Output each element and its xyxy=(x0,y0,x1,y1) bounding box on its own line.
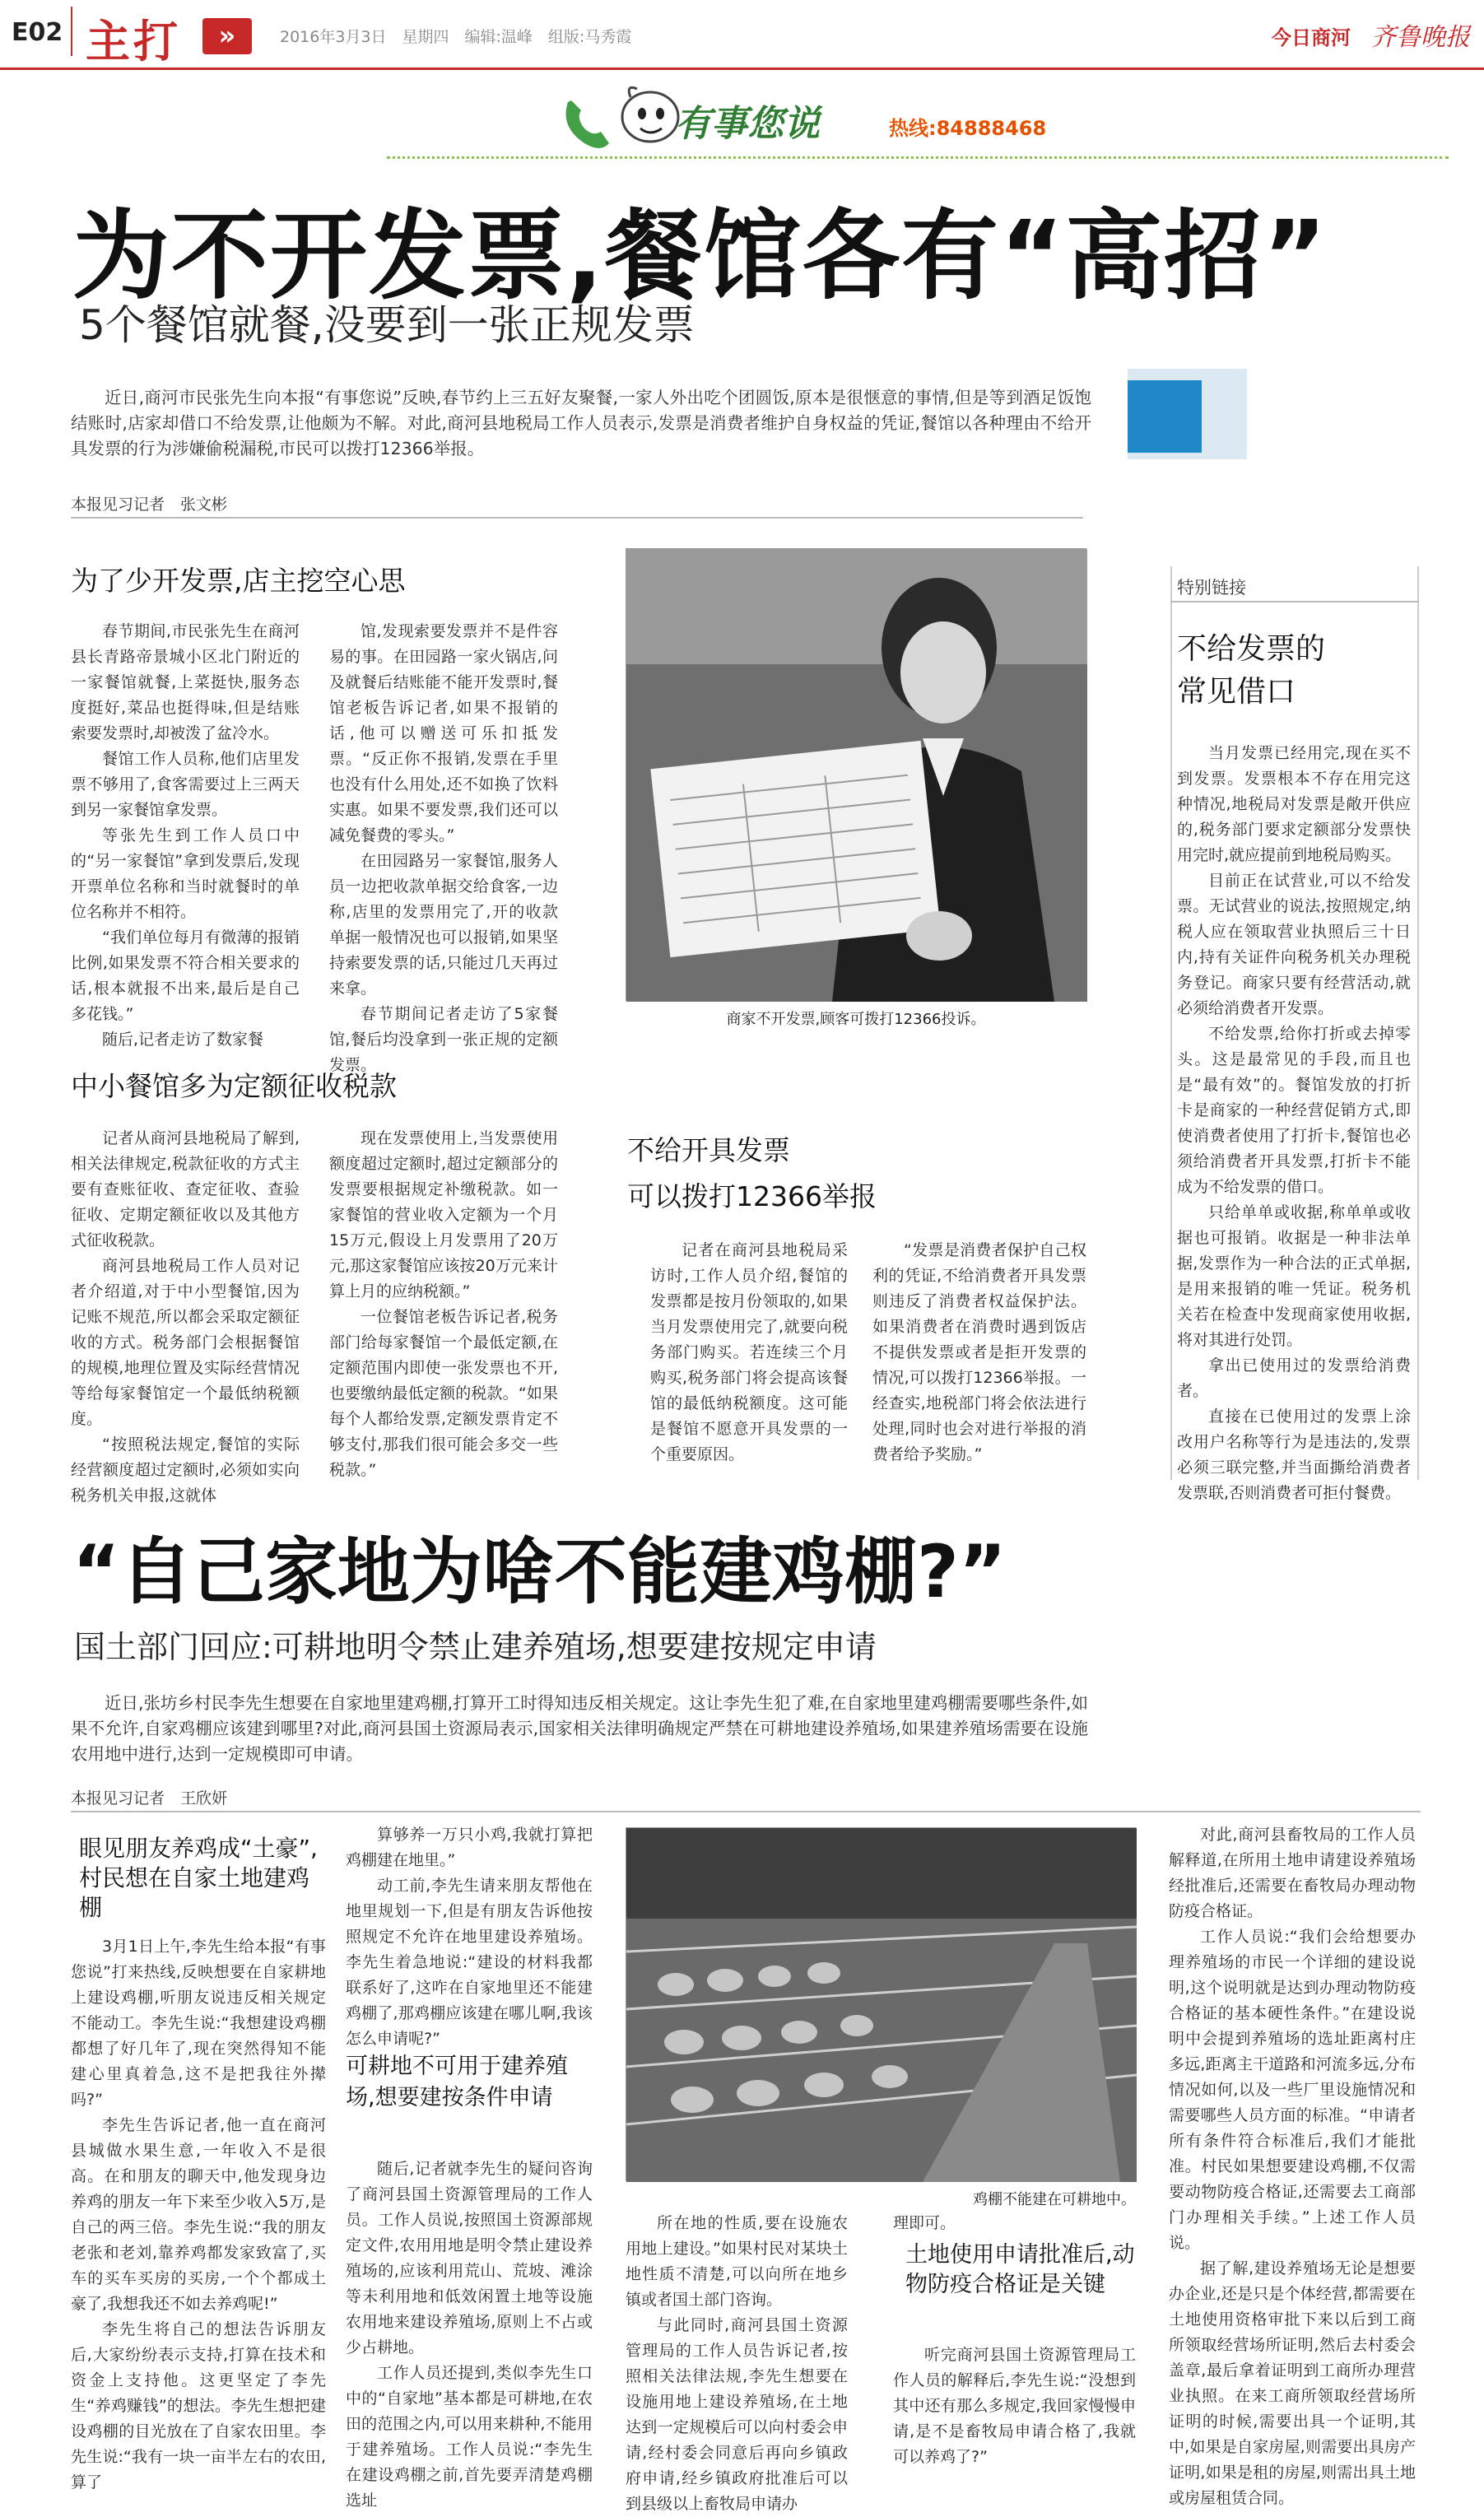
photo-caption: 鸡棚不能建在可耕地中。 xyxy=(973,2191,1136,2208)
chevron-right-icon: » xyxy=(218,20,236,51)
subheadline: 国土部门回应:可耕地明令禁止建养殖场,想要建按规定申请 xyxy=(74,1629,877,1665)
byline: 本报见习记者 王欣妍 xyxy=(71,1789,228,1807)
paragraph: 不给发票,给你打折或去掉零头。这是最常见的手段,而且也是“最有效”的。餐馆发放的打折卡是商家的一种经营促销方式,即使消费者使用了打折卡,餐馆也必须给消费者开具发票,打折卡不能成为不给发票的借口。 xyxy=(1177,1025,1411,1196)
article-column xyxy=(893,2211,1136,2239)
headline: 为不开发票,餐馆各有“高招” xyxy=(72,199,1328,313)
paragraph: 随后,记者就李先生的疑问咨询了商河县国土资源管理局的工作人员。工作人员说,按照国土资源部规定文件,农用用地是明令禁止建设养殖场的,应该利用荒山、荒坡、滩涂等未利用地和低效闲置土地等设施农用地来建设养殖场,原则上不占或少占耕地。 xyxy=(346,2160,593,2356)
paragraph: 据了解,建设养殖场无论是想要办企业,还是只是个体经营,都需要在土地使用资格审批下来以后到工商所领取经营场所证明,然后去村委会盖章,最后拿着证明到工商所办理营业执照。在来工商所领取经营场所证明的时候,需要出具一个证明,其中,如果是自家房屋,则需要出具房产证明,如果是租的房屋,则需出具土地或房屋租赁合同。 xyxy=(1169,2259,1416,2507)
article-column xyxy=(346,1822,593,2048)
lead-text: 近日,商河市民张先生向本报“有事您说”反映,春节约上三五好友聚餐,一家人外出吃个团圆饭,原本是很惬意的事情,但是等到酒足饭饱结账时,店家却借口不给发票,让他颇为不解。对此,商河县地税局工作人员表示,发票是消费者维护自身权益的凭证,餐馆以各种理由不给开具发票的行为涉嫌偷税漏税,市民可以拨打12366举报。 xyxy=(71,388,1091,458)
article-column xyxy=(71,619,300,1049)
chicken-coop-photo xyxy=(626,1827,1136,2181)
photo-caption: 商家不开发票,顾客可拨打12366投诉。 xyxy=(726,1011,986,1028)
hotline-banner xyxy=(362,74,1128,165)
paragraph: “发票是消费者保护自己权利的凭证,不给消费者开具发票则违反了消费者权益保护法。如果消费者在消费时遇到饭店不提供发票或者是拒开发票的情况,可以拨打12366举报。一经查实,地税部门将会依法进行处理,同时也会对进行举报的消费者给予奖励。” xyxy=(872,1241,1086,1463)
article-column xyxy=(329,1126,558,1479)
article-column xyxy=(872,1238,1086,1477)
byline-rule xyxy=(71,1811,1421,1812)
photo-illustration xyxy=(626,1828,1137,2182)
sidebar-text xyxy=(1177,741,1411,1502)
paragraph: 直接在已使用过的发票上涂改用户名称等行为是违法的,发票必须三联完整,并当面撕给消费者发票联,否则消费者可拒付餐费。 xyxy=(1177,1407,1411,1502)
paragraph: 与此同时,商河县国土资源管理局的工作人员告诉记者,按照相关法律法规,李先生想要在设施用地上建设养殖场,在土地达到一定规模后可以向村委会申请,经村委会同意后再向乡镇政府申请,经乡镇政府批准后可以到县级以上畜牧局申请办 xyxy=(626,2316,848,2513)
paragraph: 春节期间,市民张先生在商河县长青路帝景城小区北门附近的一家餐馆就餐,上菜挺快,服务态度挺好,菜品也挺得味,但是结账索要发票时,却被泼了盆冷水。 xyxy=(71,622,300,742)
paragraph: 李先生告诉记者,他一直在商河县城做水果生意,一年收入不是很高。在和朋友的聊天中,他发现身边养鸡的朋友一年下来至少收入5万,是自己的两三倍。李先生说:“我的朋友老张和老刘,靠养鸡都发家致富了,买车的买车买房的买房,一个个都成土豪了,我想我还不如去养鸡呢!” xyxy=(71,2116,326,2313)
article-column xyxy=(1169,1822,1416,2507)
section-heading: 为了少开发票,店主挖空心思 xyxy=(71,565,406,597)
edition-name: 今日商河 xyxy=(1272,26,1351,49)
paragraph: 工作人员还提到,类似李先生口中的“自家地”基本都是可耕地,在农田的范围之内,可以用来耕种,不能用于建养殖场。工作人员说:“李先生在建设鸡棚之前,首先要弄清楚鸡棚选址 xyxy=(346,2364,593,2510)
lead-paragraph xyxy=(71,385,1091,462)
deco-box-blue xyxy=(1128,380,1202,453)
paragraph: 记者从商河县地税局了解到,相关法律规定,税款征收的方式主要有查账征收、查定征收、查验征收、定期定额征收以及其他方式征收税款。 xyxy=(71,1129,300,1249)
hotline-title: 有事您说 xyxy=(675,103,820,145)
article-column xyxy=(71,1126,300,1505)
lead-text: 近日,张坊乡村民李先生想要在自家地里建鸡棚,打算开工时得知违反相关规定。这让李先生犯了难,在自家地里建鸡棚需要哪些条件,如果不允许,自家鸡棚应该建到哪里?对此,商河县国土资源局表示,国家相关法律明确规定严禁在可耕地建设养殖场,如果建养殖场需要在设施农用地中进行,达到一定规模即可申请。 xyxy=(71,1693,1088,1764)
article-column xyxy=(329,619,558,1074)
section-arrow-badge xyxy=(202,18,252,54)
paragraph: “按照税法规定,餐馆的实际经营额度超过定额时,必须如实向税务机关申报,这就体 xyxy=(71,1435,300,1505)
paragraph: 目前正在试营业,可以不给发票。无试营业的说法,按照规定,纳税人应在领取营业执照后三十日内,持有关证件向税务机关办理税务登记。商家只要有经营活动,就必须给消费者开发票。 xyxy=(1177,872,1411,1017)
paragraph: 当月发票已经用完,现在买不到发票。发票根本不存在用完这种情况,地税局对发票是敞开供应的,税务部门要求定额部分发票快用完时,就应提前到地税局购买。 xyxy=(1177,744,1411,864)
article-column xyxy=(71,1934,326,2502)
paragraph: 等张先生到工作人员口中的“另一家餐馆”拿到发票后,发现开票单位名称和当时就餐时的单位名称并不相符。 xyxy=(71,826,300,921)
article-column xyxy=(893,2343,1136,2499)
sidebar-rule xyxy=(1170,601,1419,602)
paragraph: 拿出已使用过的发票给消费者。 xyxy=(1177,1356,1411,1400)
paragraph: 春节期间记者走访了5家餐馆,餐后均没拿到一张正规的定额发票。 xyxy=(329,1005,558,1074)
callout-heading: 不给开具发票 xyxy=(627,1134,790,1166)
section-title: 主打 xyxy=(86,16,181,67)
sidebar-tag: 特别链接 xyxy=(1177,578,1246,598)
sidebar-title: 常见借口 xyxy=(1177,675,1296,709)
paper-name: 齐鲁晚报 xyxy=(1371,23,1470,52)
paragraph: 只给单单或收据,称单单或收据也可报销。收据是一种非法单据,发票作为一种合法的正式单据,是用来报销的唯一凭证。税务机关若在检查中发现商家使用收据,将对其进行处罚。 xyxy=(1177,1203,1411,1349)
paragraph: 随后,记者走访了数家餐 xyxy=(102,1031,264,1049)
paragraph: 现在发票使用上,当发票使用额度超过定额时,超过定额部分的发票要根据规定补缴税款。如一家餐馆的营业收入定额为一个月15万元,假设上月发票用了20万元,那这家餐馆应该按20万元来计算上月的应纳税额。” xyxy=(329,1129,558,1300)
lead-paragraph xyxy=(71,1691,1088,1767)
paragraph: 工作人员说:“我们会给想要办理养殖场的市民一个详细的建设说明,这个说明就是达到办理动物防疫合格证的基本硬性条件。”在建设说明中会提到养殖场的选址距离村庄多远,距离主干道路和河流多远,分布情况如何,以及一些厂里设施情况和需要哪些人员方面的标准。“申请者所有条件符合标准后,我们才能批准。村民如果想要建设鸡棚,不仅需要动物防疫合格证,还需要去工商部门办理相关手续。”上述工作人员说。 xyxy=(1169,1928,1416,2252)
section-heading: 眼见朋友养鸡成“土豪”,村民想在自家土地建鸡棚 xyxy=(79,1835,318,1921)
paragraph: 所在地的性质,要在设施农用地上建设。”如果村民对某块土地性质不清楚,可以向所在地乡镇或者国土部门咨询。 xyxy=(626,2214,848,2309)
page-number: E02 xyxy=(12,18,63,47)
paragraph: 一位餐馆老板告诉记者,税务部门给每家餐馆一个最低定额,在定额范围内即使一张发票也不开,也要缴纳最低定额的税款。“如果每个人都给发票,定额发票肯定不够支付,那我们很可能会多交一些税款。” xyxy=(329,1308,558,1479)
sidebar-title: 不给发票的 xyxy=(1177,632,1326,666)
paragraph: 动工前,李先生请来朋友帮他在地里规划一下,但是有朋友告诉他按照规定不允许在地里建设养殖场。李先生着急地说:“建设的材料我都联系好了,这咋在自家地里还不能建鸡棚了,那鸡棚应该建在哪儿啊,我该怎么申请呢?” xyxy=(346,1877,593,2048)
article-column xyxy=(626,2211,848,2513)
byline: 本报见习记者 张文彬 xyxy=(71,495,228,514)
paragraph: 理即可。 xyxy=(893,2214,956,2232)
tax-officer-photo xyxy=(626,548,1086,1001)
paragraph: 记者在商河县地税局采访时,工作人员介绍,餐馆的发票都是按月份领取的,如果当月发票使用完了,就要向税务部门购买。若连续三个月购买,税务部门将会提高该餐馆的最低纳税额度。这可能是餐馆不愿意开具发票的一个重要原因。 xyxy=(650,1241,848,1463)
section-heading: 中小餐馆多为定额征收税款 xyxy=(71,1070,397,1102)
paragraph: 算够养一万只小鸡,我就打算把鸡棚建在地里。” xyxy=(346,1826,593,1869)
paragraph: 听完商河县国土资源管理局工作人员的解释后,李先生说:“没想到其中还有那么多规定,我回家慢慢申请,是不是畜牧局申请合格了,我就可以养鸡了?” xyxy=(893,2346,1136,2466)
banner-dotted-line xyxy=(387,156,1449,159)
paragraph: 3月1日上午,李先生给本报“有事您说”打来热线,反映想要在自家耕地上建设鸡棚,听朋友说违反相关规定不能动工。李先生说:“我想建设鸡棚都想了好几年了,现在突然得知不能建心里真着急,这不是把我往外撵吗?” xyxy=(71,1938,326,2109)
paragraph: 李先生将自己的想法告诉朋友后,大家纷纷表示支持,打算在技术和资金上支持他。这更坚定了李先生“养鸡赚钱”的想法。李先生想把建设鸡棚的目光放在了自家农田里。李先生说:“我有一块一亩半左右的农田,算了 xyxy=(71,2320,326,2491)
masthead-divider xyxy=(71,7,72,56)
headline: “自己家地为啥不能建鸡棚?” xyxy=(72,1529,1007,1614)
section-heading: 土地使用申请批准后,动物防疫合格证是关键 xyxy=(905,2242,1135,2297)
article-column xyxy=(650,1238,848,1477)
paragraph: 商河县地税局工作人员对记者介绍道,对于中小型餐馆,因为记账不规范,所以都会采取定额征收的方式。税务部门会根据餐馆的规模,地理位置及实际经营情况等给每家餐馆定一个最低纳税额度。 xyxy=(71,1257,300,1428)
masthead-rule xyxy=(0,67,1484,70)
hotline-number: 热线:84888468 xyxy=(889,117,1047,140)
subheadline: 5个餐馆就餐,没要到一张正规发票 xyxy=(79,301,695,349)
byline-rule xyxy=(71,517,1083,519)
paragraph: 在田园路另一家餐馆,服务人员一边把收款单据交给食客,一边称,店里的发票用完了,开的收款单据一般情况也可以报销,如果坚持索要发票的话,只能过几天再过来拿。 xyxy=(329,852,558,998)
dateline: 2016年3月3日 星期四 编辑:温峰 组版:马秀霞 xyxy=(280,28,632,46)
paragraph: “我们单位每月有微薄的报销比例,如果发票不符合相关要求的话,根本就报不出来,最后是自己多花钱。” xyxy=(71,928,300,1023)
photo-illustration xyxy=(626,549,1087,1002)
callout-heading: 可以拨打12366举报 xyxy=(627,1180,877,1212)
paragraph: 餐馆工作人员称,他们店里发票不够用了,食客需要过上三两天到另一家餐馆拿发票。 xyxy=(71,750,300,819)
paragraph: 对此,商河县畜牧局的工作人员解释道,在所用土地申请建设养殖场经批准后,还需要在畜牧局办理动物防疫合格证。 xyxy=(1169,1826,1416,1920)
paragraph: 馆,发现索要发票并不是件容易的事。在田园路一家火锅店,问及就餐后结账能不能开发票时,餐馆老板告诉记者,如果不报销的话,他可以赠送可乐扣抵发票。“反正你不报销,发票在手里也没有什么用处,还不如换了饮料实惠。如果不要发票,我们还可以减免餐费的零头。” xyxy=(329,622,558,844)
section-heading: 可耕地不可用于建养殖场,想要建按条件申请 xyxy=(346,2054,568,2110)
article-column xyxy=(346,2156,593,2510)
